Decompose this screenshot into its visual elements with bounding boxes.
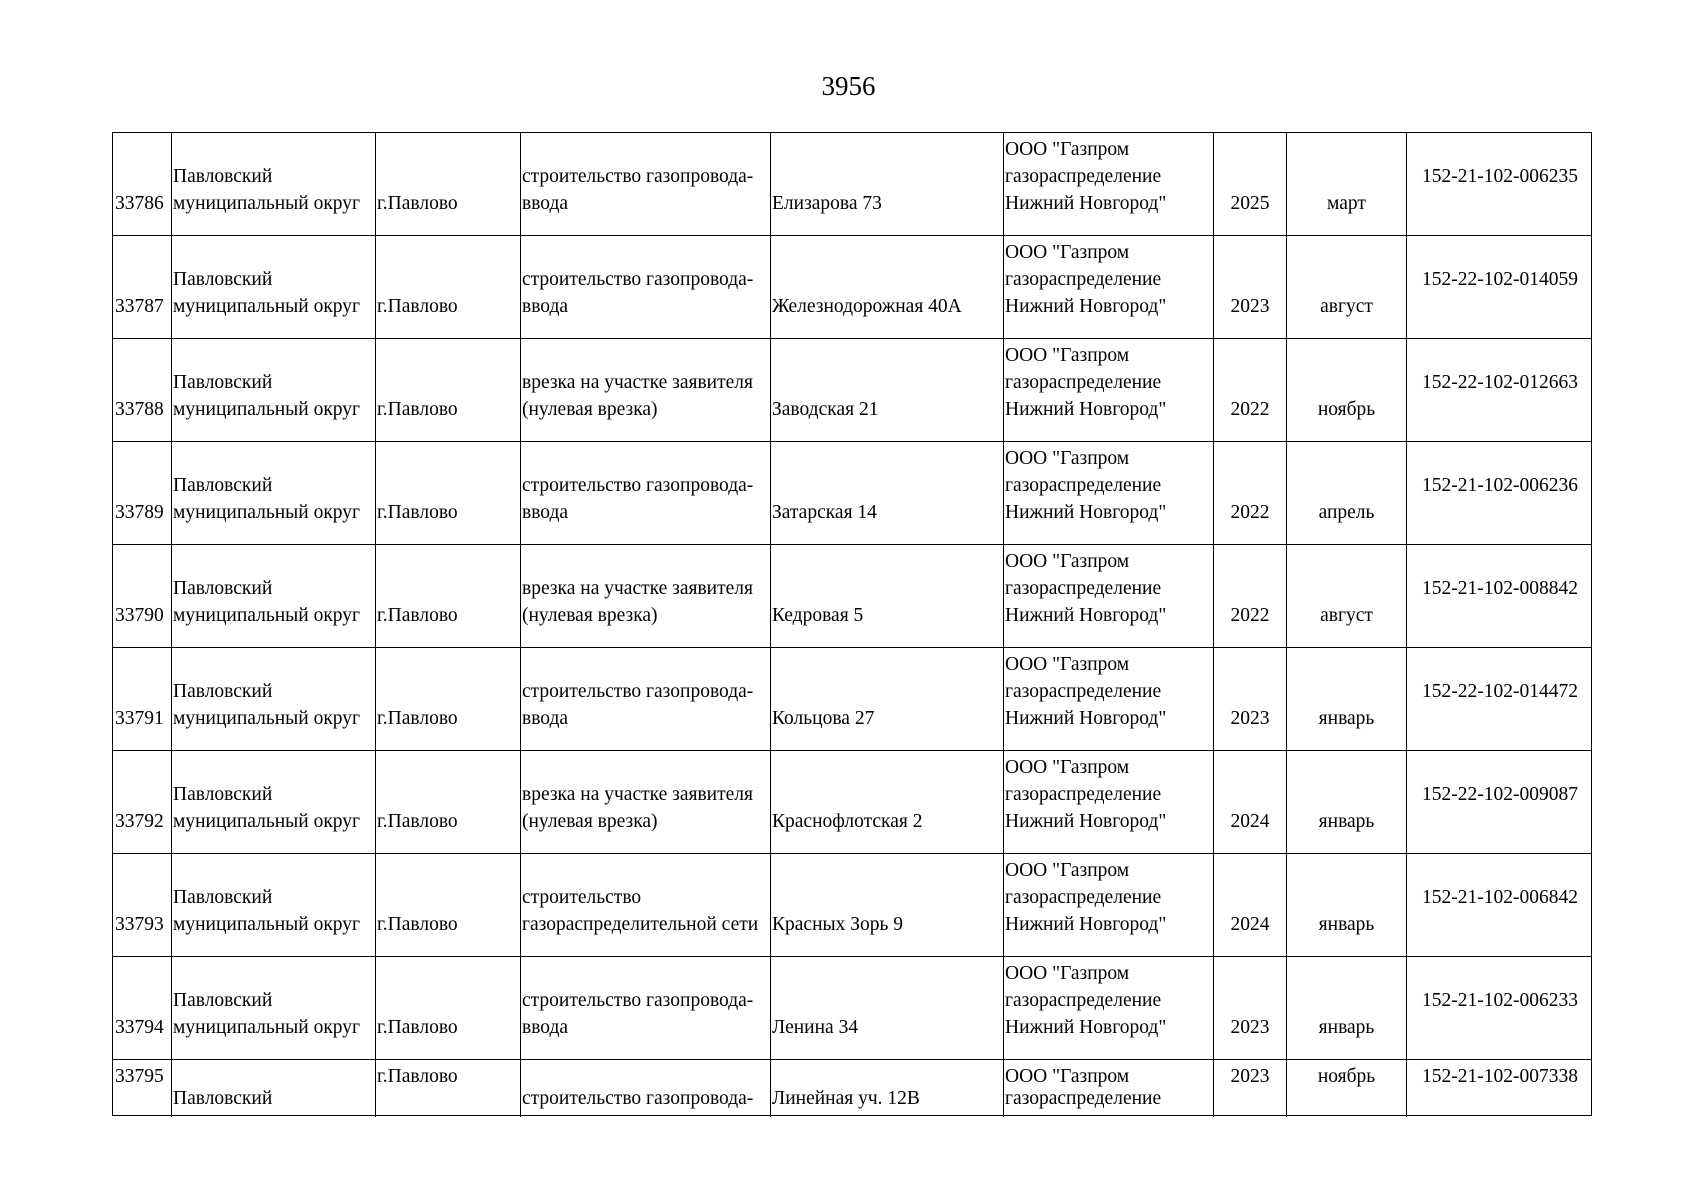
application-code-cell xyxy=(1407,339,1593,441)
address-text: Елизарова 73 xyxy=(772,193,882,214)
city-cell xyxy=(376,1060,521,1117)
record-number-cell xyxy=(113,957,172,1059)
organization-text: Нижний Новгород" xyxy=(1005,399,1167,420)
month-cell xyxy=(1287,545,1407,647)
district-text: муниципальный округ xyxy=(173,296,361,317)
address-text: Затарская 14 xyxy=(772,502,877,523)
city-text: г.Павлово xyxy=(377,811,458,832)
address-text: Ленина 34 xyxy=(772,1017,859,1038)
month-cell xyxy=(1287,854,1407,956)
table-row xyxy=(113,442,1591,545)
organization-text: Нижний Новгород" xyxy=(1005,605,1167,626)
year-cell xyxy=(1214,133,1287,235)
organization-text: газораспределение xyxy=(1005,1088,1162,1109)
month-cell xyxy=(1287,957,1407,1059)
organization-cell xyxy=(1004,957,1214,1059)
year-text: 2025 xyxy=(1230,193,1270,214)
table-row xyxy=(113,133,1591,236)
city-text: г.Павлово xyxy=(377,1017,458,1038)
application-code-text: 152-22-102-012663 xyxy=(1422,372,1578,393)
year-text: 2023 xyxy=(1230,296,1270,317)
work-type-text: врезка на участке заявителя xyxy=(522,372,753,393)
application-code-cell xyxy=(1407,545,1593,647)
month-cell xyxy=(1287,133,1407,235)
record-number-cell xyxy=(113,751,172,853)
district-text: Павловский xyxy=(173,1088,273,1109)
work-type-text: строительство газопровода- xyxy=(522,1088,754,1109)
record-number-text: 33791 xyxy=(115,708,164,729)
record-number-cell xyxy=(113,339,172,441)
table-row xyxy=(113,854,1591,957)
record-number-text: 33790 xyxy=(115,605,164,626)
work-type-text: ввода xyxy=(522,1017,569,1038)
work-type-cell xyxy=(521,236,771,338)
district-text: Павловский xyxy=(173,990,273,1011)
city-cell xyxy=(376,339,521,441)
district-text: Павловский xyxy=(173,784,273,805)
work-type-text: ввода xyxy=(522,708,569,729)
organization-text: газораспределение xyxy=(1005,784,1162,805)
address-text: Кедровая 5 xyxy=(772,605,864,626)
record-number-text: 33795 xyxy=(115,1066,164,1087)
organization-text: газораспределение xyxy=(1005,578,1162,599)
district-text: Павловский xyxy=(173,166,273,187)
work-type-text: (нулевая врезка) xyxy=(522,399,658,420)
table-row xyxy=(113,236,1591,339)
work-type-text: ввода xyxy=(522,502,569,523)
organization-cell xyxy=(1004,854,1214,956)
work-type-text: ввода xyxy=(522,193,569,214)
organization-cell xyxy=(1004,545,1214,647)
organization-text: Нижний Новгород" xyxy=(1005,914,1167,935)
organization-text: газораспределение xyxy=(1005,681,1162,702)
work-type-text: газораспределительной сети xyxy=(522,914,759,935)
application-code-cell xyxy=(1407,957,1593,1059)
city-text: г.Павлово xyxy=(377,708,458,729)
table-row xyxy=(113,751,1591,854)
district-cell xyxy=(172,236,376,338)
city-cell xyxy=(376,442,521,544)
year-text: 2023 xyxy=(1230,1066,1270,1087)
month-text: ноябрь xyxy=(1317,1066,1376,1087)
application-code-cell xyxy=(1407,236,1593,338)
month-text: август xyxy=(1320,605,1373,626)
organization-text: ООО "Газпром xyxy=(1005,654,1130,675)
year-text: 2024 xyxy=(1230,914,1270,935)
year-cell xyxy=(1214,957,1287,1059)
month-text: апрель xyxy=(1318,502,1375,523)
work-type-text: строительство газопровода- xyxy=(522,681,754,702)
work-type-cell xyxy=(521,442,771,544)
application-code-text: 152-21-102-006233 xyxy=(1422,990,1578,1011)
organization-text: Нижний Новгород" xyxy=(1005,708,1167,729)
application-code-text: 152-21-102-006236 xyxy=(1422,475,1578,496)
district-text: муниципальный округ xyxy=(173,193,361,214)
work-type-cell xyxy=(521,339,771,441)
month-cell xyxy=(1287,339,1407,441)
work-type-text: строительство газопровода- xyxy=(522,166,754,187)
year-text: 2023 xyxy=(1230,708,1270,729)
address-text: Краснофлотская 2 xyxy=(772,811,923,832)
district-cell xyxy=(172,1060,376,1117)
organization-text: ООО "Газпром xyxy=(1005,860,1130,881)
address-text: Линейная уч. 12В xyxy=(772,1088,920,1109)
city-cell xyxy=(376,751,521,853)
organization-cell xyxy=(1004,339,1214,441)
city-cell xyxy=(376,545,521,647)
record-number-text: 33789 xyxy=(115,502,164,523)
city-text: г.Павлово xyxy=(377,296,458,317)
work-type-cell xyxy=(521,751,771,853)
record-number-cell xyxy=(113,854,172,956)
work-type-text: (нулевая врезка) xyxy=(522,811,658,832)
organization-text: газораспределение xyxy=(1005,887,1162,908)
district-cell xyxy=(172,854,376,956)
address-text: Железнодорожная 40А xyxy=(772,296,962,317)
district-cell xyxy=(172,545,376,647)
application-code-cell xyxy=(1407,648,1593,750)
address-cell xyxy=(771,957,1004,1059)
district-cell xyxy=(172,648,376,750)
work-type-text: строительство xyxy=(522,887,642,908)
organization-cell xyxy=(1004,648,1214,750)
district-cell xyxy=(172,751,376,853)
year-text: 2023 xyxy=(1230,1017,1270,1038)
organization-text: Нижний Новгород" xyxy=(1005,502,1167,523)
month-text: январь xyxy=(1318,811,1375,832)
organization-text: ООО "Газпром xyxy=(1005,345,1130,366)
month-text: март xyxy=(1327,193,1366,214)
application-code-cell xyxy=(1407,1060,1593,1117)
application-code-text: 152-21-102-006842 xyxy=(1422,887,1578,908)
work-type-text: врезка на участке заявителя xyxy=(522,578,753,599)
record-number-text: 33786 xyxy=(115,193,164,214)
record-number-cell xyxy=(113,236,172,338)
district-text: Павловский xyxy=(173,372,273,393)
work-type-cell xyxy=(521,545,771,647)
organization-text: газораспределение xyxy=(1005,269,1162,290)
district-cell xyxy=(172,133,376,235)
district-text: Павловский xyxy=(173,887,273,908)
organization-text: газораспределение xyxy=(1005,372,1162,393)
organization-text: газораспределение xyxy=(1005,475,1162,496)
district-text: муниципальный округ xyxy=(173,605,361,626)
work-type-text: ввода xyxy=(522,296,569,317)
organization-text: ООО "Газпром xyxy=(1005,1066,1130,1087)
year-cell xyxy=(1214,442,1287,544)
work-type-cell xyxy=(521,854,771,956)
organization-text: ООО "Газпром xyxy=(1005,551,1130,572)
application-code-cell xyxy=(1407,442,1593,544)
table-row xyxy=(113,339,1591,442)
application-code-text: 152-21-102-008842 xyxy=(1422,578,1578,599)
application-code-text: 152-22-102-014059 xyxy=(1422,269,1578,290)
application-code-cell xyxy=(1407,751,1593,853)
application-code-text: 152-21-102-006235 xyxy=(1422,166,1578,187)
organization-text: газораспределение xyxy=(1005,990,1162,1011)
table-row xyxy=(113,648,1591,751)
year-cell xyxy=(1214,236,1287,338)
work-type-text: (нулевая врезка) xyxy=(522,605,658,626)
district-cell xyxy=(172,339,376,441)
city-text: г.Павлово xyxy=(377,193,458,214)
district-text: муниципальный округ xyxy=(173,399,361,420)
organization-text: газораспределение xyxy=(1005,166,1162,187)
organization-text: Нижний Новгород" xyxy=(1005,193,1167,214)
address-cell xyxy=(771,1060,1004,1117)
record-number-cell xyxy=(113,1060,172,1117)
city-text: г.Павлово xyxy=(377,502,458,523)
records-table xyxy=(112,132,1592,1116)
city-cell xyxy=(376,133,521,235)
city-text: г.Павлово xyxy=(377,914,458,935)
table-row xyxy=(113,545,1591,648)
page-number: 3956 xyxy=(821,71,876,101)
address-cell xyxy=(771,854,1004,956)
organization-text: Нижний Новгород" xyxy=(1005,1017,1167,1038)
organization-cell xyxy=(1004,1060,1214,1117)
record-number-text: 33794 xyxy=(115,1017,164,1038)
application-code-text: 152-22-102-014472 xyxy=(1422,681,1578,702)
city-cell xyxy=(376,854,521,956)
district-text: Павловский xyxy=(173,269,273,290)
work-type-cell xyxy=(521,1060,771,1117)
district-cell xyxy=(172,957,376,1059)
work-type-cell xyxy=(521,957,771,1059)
work-type-text: врезка на участке заявителя xyxy=(522,784,753,805)
record-number-text: 33788 xyxy=(115,399,164,420)
organization-text: ООО "Газпром xyxy=(1005,963,1130,984)
address-cell xyxy=(771,236,1004,338)
month-cell xyxy=(1287,648,1407,750)
organization-text: ООО "Газпром xyxy=(1005,139,1130,160)
district-text: муниципальный округ xyxy=(173,708,361,729)
district-cell xyxy=(172,442,376,544)
record-number-text: 33793 xyxy=(115,914,164,935)
address-text: Заводская 21 xyxy=(772,399,879,420)
year-text: 2022 xyxy=(1230,399,1270,420)
district-text: муниципальный округ xyxy=(173,811,361,832)
month-text: январь xyxy=(1318,1017,1375,1038)
city-text: г.Павлово xyxy=(377,1066,458,1087)
city-text: г.Павлово xyxy=(377,605,458,626)
application-code-cell xyxy=(1407,854,1593,956)
year-cell xyxy=(1214,751,1287,853)
month-cell xyxy=(1287,236,1407,338)
address-cell xyxy=(771,339,1004,441)
record-number-cell xyxy=(113,133,172,235)
record-number-cell xyxy=(113,545,172,647)
work-type-text: строительство газопровода- xyxy=(522,990,754,1011)
city-cell xyxy=(376,236,521,338)
address-cell xyxy=(771,751,1004,853)
month-cell xyxy=(1287,442,1407,544)
year-cell xyxy=(1214,1060,1287,1117)
record-number-text: 33787 xyxy=(115,296,164,317)
application-code-cell xyxy=(1407,133,1593,235)
year-cell xyxy=(1214,648,1287,750)
district-text: Павловский xyxy=(173,681,273,702)
organization-cell xyxy=(1004,751,1214,853)
organization-cell xyxy=(1004,442,1214,544)
month-cell xyxy=(1287,751,1407,853)
organization-text: ООО "Газпром xyxy=(1005,242,1130,263)
organization-cell xyxy=(1004,133,1214,235)
address-cell xyxy=(771,442,1004,544)
month-text: январь xyxy=(1318,708,1375,729)
work-type-cell xyxy=(521,133,771,235)
address-cell xyxy=(771,133,1004,235)
district-text: Павловский xyxy=(173,475,273,496)
month-text: август xyxy=(1320,296,1373,317)
record-number-cell xyxy=(113,648,172,750)
organization-text: Нижний Новгород" xyxy=(1005,811,1167,832)
year-cell xyxy=(1214,545,1287,647)
month-cell xyxy=(1287,1060,1407,1117)
work-type-text: строительство газопровода- xyxy=(522,475,754,496)
month-text: ноябрь xyxy=(1317,399,1376,420)
address-text: Кольцова 27 xyxy=(772,708,875,729)
year-text: 2022 xyxy=(1230,605,1270,626)
month-text: январь xyxy=(1318,914,1375,935)
city-text: г.Павлово xyxy=(377,399,458,420)
address-text: Красных Зорь 9 xyxy=(772,914,904,935)
record-number-cell xyxy=(113,442,172,544)
organization-text: Нижний Новгород" xyxy=(1005,296,1167,317)
work-type-text: строительство газопровода- xyxy=(522,269,754,290)
organization-text: ООО "Газпром xyxy=(1005,757,1130,778)
district-text: муниципальный округ xyxy=(173,502,361,523)
year-text: 2022 xyxy=(1230,502,1270,523)
application-code-text: 152-21-102-007338 xyxy=(1422,1066,1578,1087)
year-cell xyxy=(1214,339,1287,441)
organization-cell xyxy=(1004,236,1214,338)
table-row xyxy=(113,1060,1591,1117)
table-row xyxy=(113,957,1591,1060)
record-number-text: 33792 xyxy=(115,811,164,832)
city-cell xyxy=(376,648,521,750)
application-code-text: 152-22-102-009087 xyxy=(1422,784,1578,805)
city-cell xyxy=(376,957,521,1059)
organization-text: ООО "Газпром xyxy=(1005,448,1130,469)
district-text: Павловский xyxy=(173,578,273,599)
year-text: 2024 xyxy=(1230,811,1270,832)
year-cell xyxy=(1214,854,1287,956)
work-type-cell xyxy=(521,648,771,750)
address-cell xyxy=(771,648,1004,750)
district-text: муниципальный округ xyxy=(173,914,361,935)
district-text: муниципальный округ xyxy=(173,1017,361,1038)
address-cell xyxy=(771,545,1004,647)
